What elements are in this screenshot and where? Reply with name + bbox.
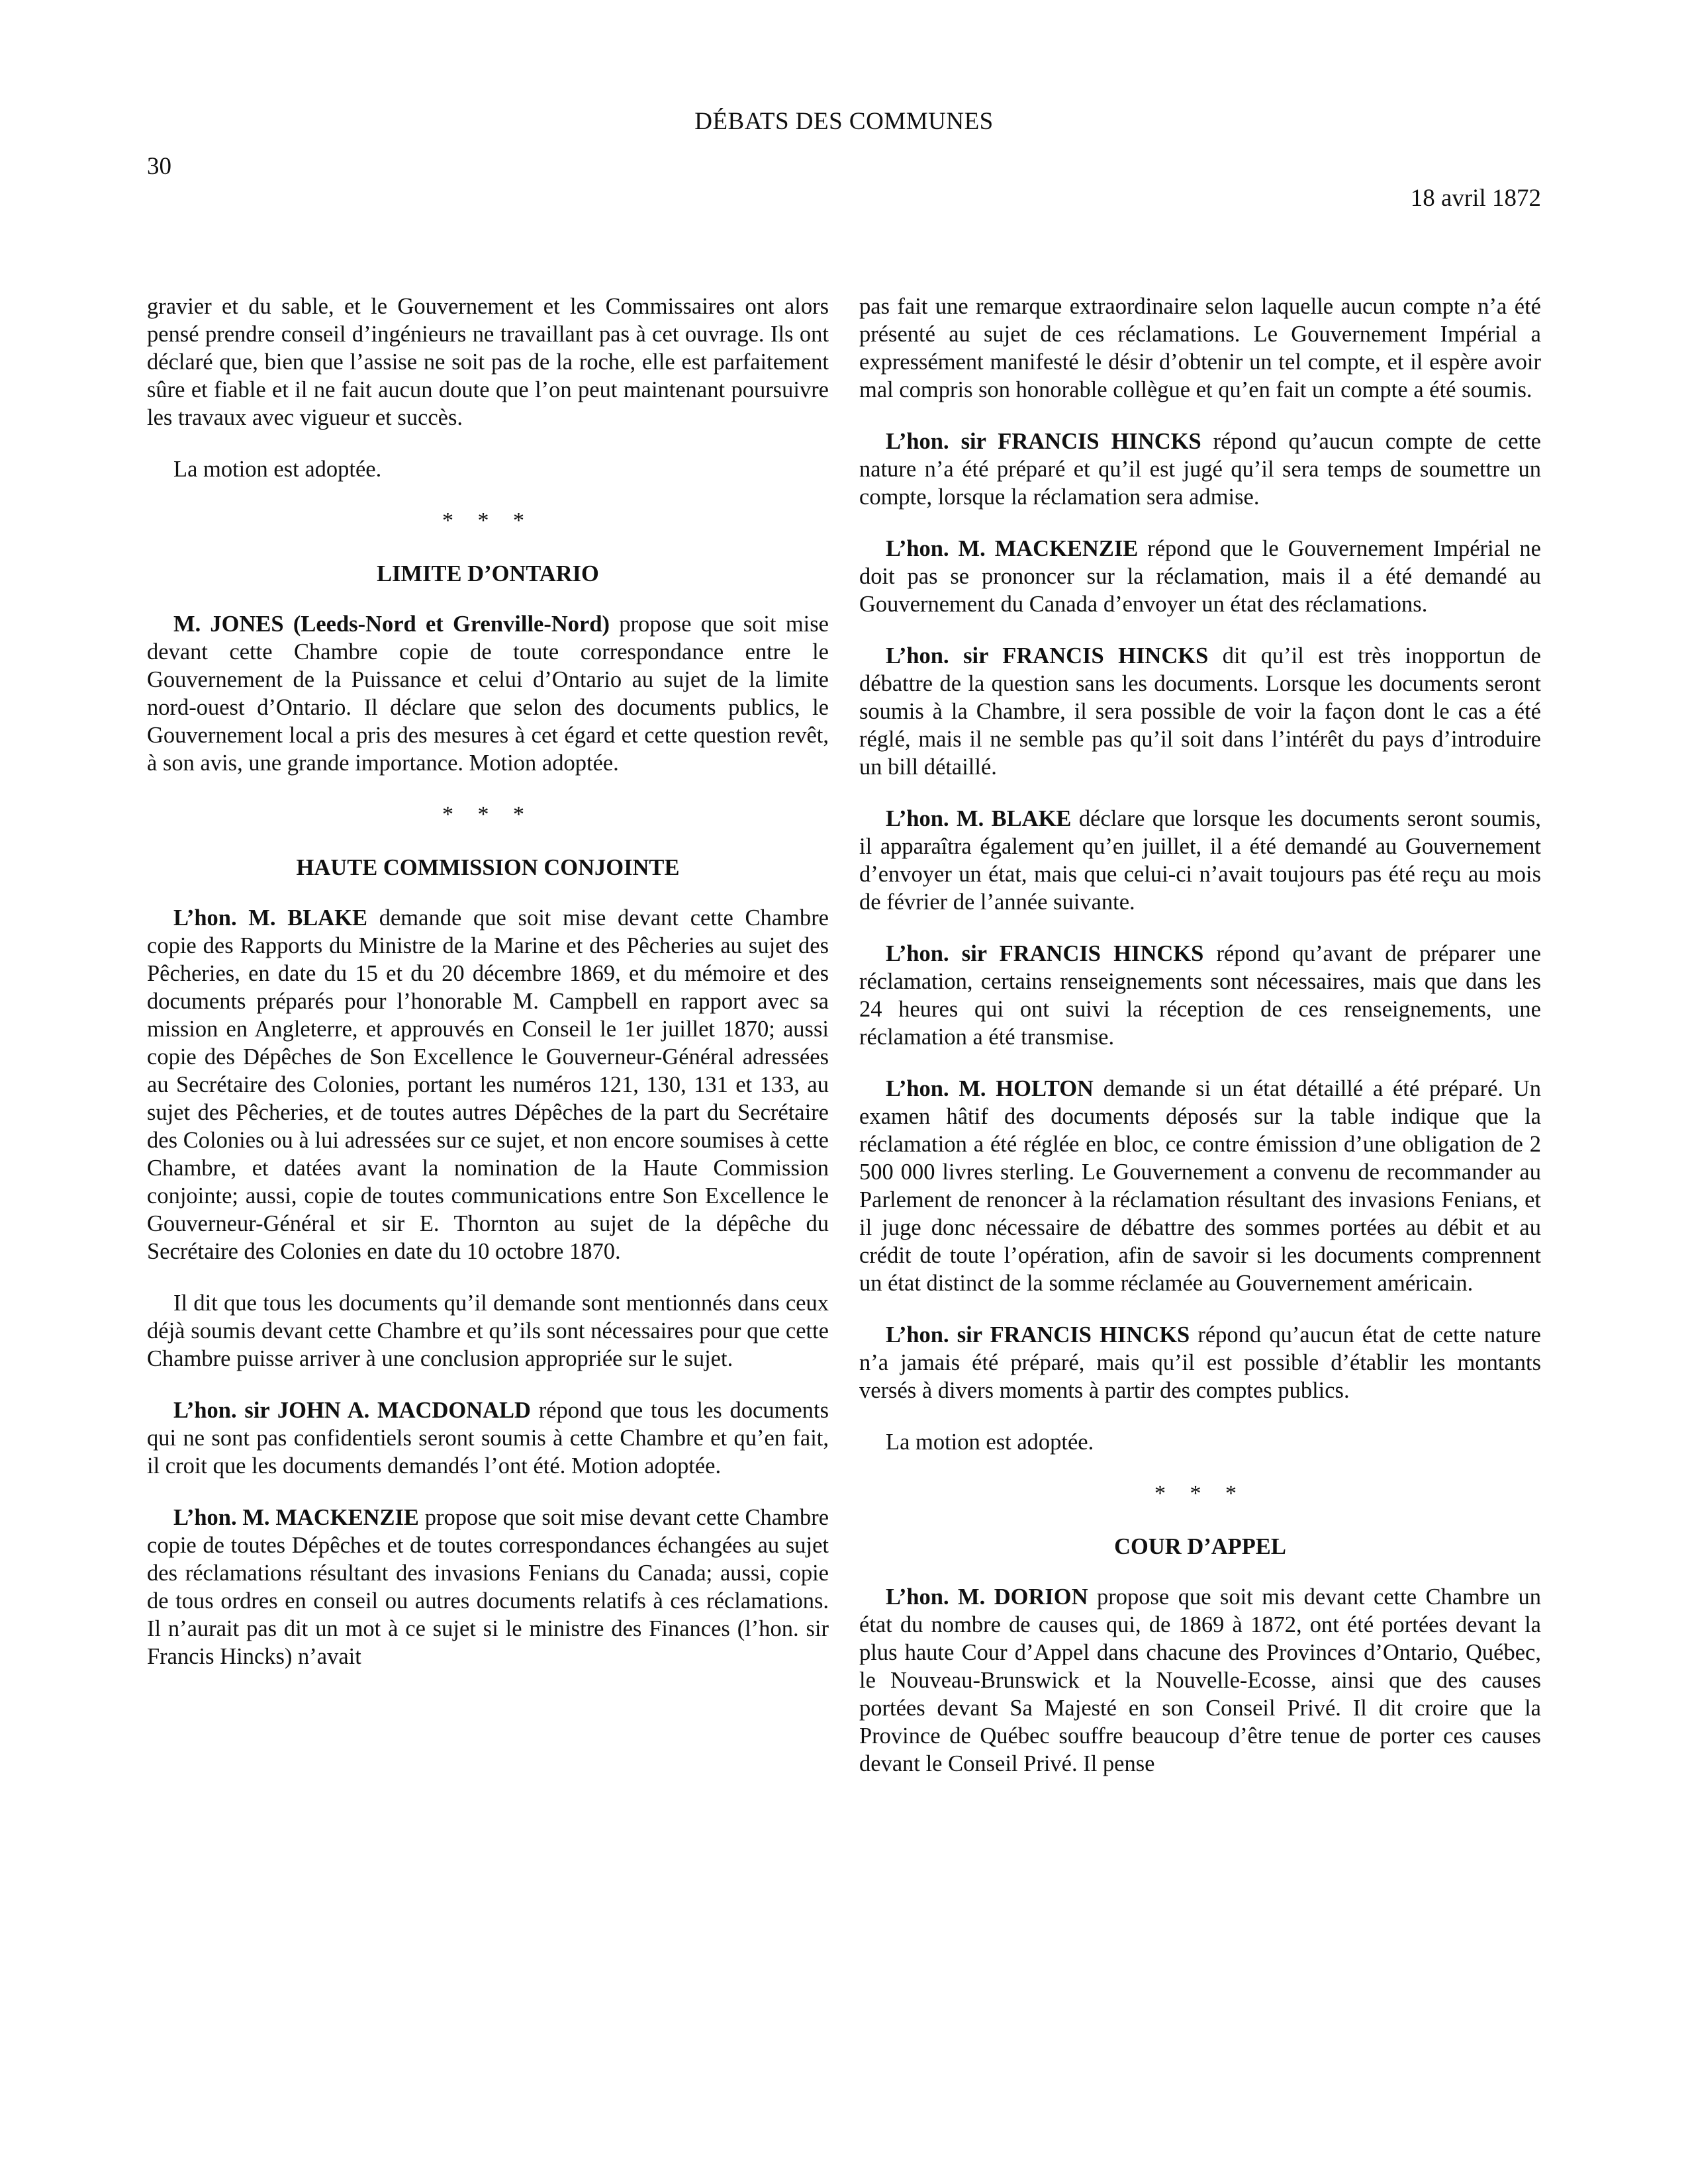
paragraph xyxy=(859,1583,1541,1778)
paragraph xyxy=(147,904,829,1265)
paragraph: pas fait une remarque extraordinaire selon laquelle aucun compte n’a été présenté au sujet de ces réclamations. Le Gouvernement Impérial a expressément manifesté le désir d’obtenir un tel compte, et il espère avoir mal compris son honorable collègue et qu’en fait un compte a été soumis. xyxy=(859,294,1541,402)
paragraph-text: demande que soit mise devant cette Chambre copie des Rapports du Ministre de la Marine et des Pêcheries au sujet des Pêcheries, en date du 15 et du 20 décembre 1869, et du mémoire et des documents préparés pour l’honorable M. Campbell en rapport avec sa mission en Angleterre, et approuvés en Conseil le 1er juillet 1870; aussi copie des Dépêches de Son Excellence le Gouverneur-Général adressées au Secrétaire des Colonies, portant les numéros 121, 130, 131 et 133, au sujet des Pêcheries, et de toutes autres Dépêches de la part du Secrétaire des Colonies ou à lui adressées sur ce sujet, et non encore soumises à cette Chambre, et datées avant la nomination de la Haute Commission conjointe; aussi, copie de toutes communications entre Son Excellence le Gouverneur-Général et sir E. Thornton au sujet de la dépêche du Secrétaire des Colonies en date du 10 octobre 1870. xyxy=(147,905,829,1264)
paragraph xyxy=(859,1075,1541,1297)
right-column xyxy=(859,293,1541,1801)
paragraph xyxy=(859,940,1541,1051)
speaker-name: L’hon. M. MACKENZIE xyxy=(173,1505,419,1530)
speaker-name: L’hon. sir FRANCIS HINCKS xyxy=(886,429,1201,454)
paragraph: La motion est adoptée. xyxy=(173,457,382,482)
speaker-name: L’hon. M. HOLTON xyxy=(886,1076,1094,1101)
section-separator: * * * xyxy=(442,508,534,533)
paragraph-text: répond que tous les documents qui ne sont pas confidentiels seront soumis à cette Chambre et qu’en fait, il croit que les documents demandés l’ont été. Motion adoptée. xyxy=(147,1398,829,1479)
paragraph-text: répond qu’avant de préparer une réclamation, certains renseignements sont nécessaires, mais que dans les 24 heures qui ont suivi la réception de ces renseignements, une réclamation a été transmise. xyxy=(859,941,1541,1050)
paragraph-text: propose que soit mis devant cette Chambre un état du nombre de causes qui, de 1869 à 1872, ont été portées devant la plus haute Cour d’Appel dans chacune des Provinces d’Ontario, Québec, le Nouveau-Brunswick et la Nouvelle-Ecosse, ainsi que des causes portées devant Sa Majesté en son Conseil Privé. Il dit croire que la Province de Québec souffre beaucoup d’être tenue de porter ces causes devant le Conseil Privé. Il pense xyxy=(859,1584,1541,1776)
speaker-name: L’hon. M. DORION xyxy=(886,1584,1088,1610)
paragraph-text: propose que soit mise devant cette Chambre copie de toute correspondance entre le Gouvernement de la Puissance et celui d’Ontario au sujet de la limite nord-ouest d’Ontario. Il déclare que selon des documents publics, le Gouvernement local a pris des mesures à cet égard et cette question revêt, à son avis, une grande importance. Motion adoptée. xyxy=(147,612,829,776)
speaker-name: L’hon. sir FRANCIS HINCKS xyxy=(886,1322,1190,1347)
paragraph-text: propose que soit mise devant cette Chambre copie de toutes Dépêches et de toutes correspondances échangées au sujet des réclamations résultant des invasions Fenians du Canada; aussi, copie de tous ordres en conseil ou autres documents relatifs à ces réclamations. Il n’aurait pas dit un mot à ce sujet si le ministre des Finances (l’hon. sir Francis Hincks) n’avait xyxy=(147,1505,829,1669)
page-number: 30 xyxy=(147,153,171,180)
section-heading: LIMITE D’ONTARIO xyxy=(377,561,599,586)
speaker-name: L’hon. sir FRANCIS HINCKS xyxy=(886,941,1204,966)
paragraph xyxy=(859,1321,1541,1404)
paragraph xyxy=(859,805,1541,916)
speaker-name: L’hon. sir FRANCIS HINCKS xyxy=(886,643,1209,668)
section-separator: * * * xyxy=(442,802,534,827)
speaker-name: L’hon. sir JOHN A. MACDONALD xyxy=(173,1398,531,1423)
section-heading: HAUTE COMMISSION CONJOINTE xyxy=(296,855,680,880)
paragraph-text: dit qu’il est très inopportun de débattre de la question sans les documents. Lorsque les documents seront soumis à la Chambre, il sera possible de voir la façon dont le cas a été réglé, mais il ne semble pas qu’il soit dans l’intérêt du pays d’introduire un bill détaillé. xyxy=(859,643,1541,780)
speaker-name: M. JONES (Leeds-Nord et Grenville-Nord) xyxy=(173,612,610,637)
paragraph-text: répond qu’aucun état de cette nature n’a jamais été préparé, mais qu’il est possible d’établir les montants versés à divers moments à partir des comptes publics. xyxy=(859,1322,1541,1403)
paragraph: La motion est adoptée. xyxy=(886,1430,1094,1455)
speaker-name: L’hon. M. BLAKE xyxy=(886,806,1072,831)
section-heading: COUR D’APPEL xyxy=(1114,1534,1286,1559)
paragraph xyxy=(147,1396,829,1480)
paragraph: Il dit que tous les documents qu’il demande sont mentionnés dans ceux déjà soumis devant cette Chambre et qu’ils sont nécessaires pour que cette Chambre puisse arriver à une conclusion appropriée sur le sujet. xyxy=(147,1291,829,1371)
paragraph: gravier et du sable, et le Gouvernement et les Commissaires ont alors pensé prendre conseil d’ingénieurs ne travaillant pas à cet ouvrage. Ils ont déclaré que, bien que l’assise ne soit pas de la roche, elle est parfaitement sûre et fiable et il ne fait aucun doute que l’on peut maintenant poursuivre les travaux avec vigueur et succès. xyxy=(147,294,829,430)
left-column xyxy=(147,293,829,1694)
paragraph xyxy=(859,428,1541,511)
paragraph-text: déclare que lorsque les documents seront soumis, il apparaîtra également qu’en juillet, il a été demandé au Gouvernement d’envoyer un état, mais que celui-ci n’avait toujours pas été reçu au mois de février de l’année suivante. xyxy=(859,806,1541,915)
paragraph xyxy=(147,1504,829,1670)
page-header-title: DÉBATS DES COMMUNES xyxy=(694,108,994,135)
speaker-name: L’hon. M. MACKENZIE xyxy=(886,536,1139,561)
paragraph xyxy=(147,610,829,777)
page-date: 18 avril 1872 xyxy=(1410,185,1541,212)
paragraph xyxy=(859,535,1541,618)
paragraph xyxy=(859,642,1541,781)
paragraph-text: répond qu’aucun compte de cette nature n’a été préparé et qu’il est jugé qu’il sera temps de soumettre un compte, lorsque la réclamation sera admise. xyxy=(859,429,1541,510)
paragraph-text: demande si un état détaillé a été préparé. Un examen hâtif des documents déposés sur la table indique que la réclamation a été réglée en bloc, ce contre émission d’une obligation de 2 500 000 livres sterling. Le Gouvernement a convenu de recommander au Parlement de renoncer à la réclamation résultant des invasions Fenians, et il juge donc nécessaire de débattre des sommes portées au débit et au crédit de toute l’opération, afin de savoir si les documents comprennent un état distinct de la somme réclamée au Gouvernement américain. xyxy=(859,1076,1541,1296)
speaker-name: L’hon. M. BLAKE xyxy=(173,905,368,931)
paragraph-text: répond que le Gouvernement Impérial ne doit pas se prononcer sur la réclamation, mais il a été demandé au Gouvernement du Canada d’envoyer un état des réclamations. xyxy=(859,536,1541,617)
section-separator: * * * xyxy=(1154,1481,1246,1506)
